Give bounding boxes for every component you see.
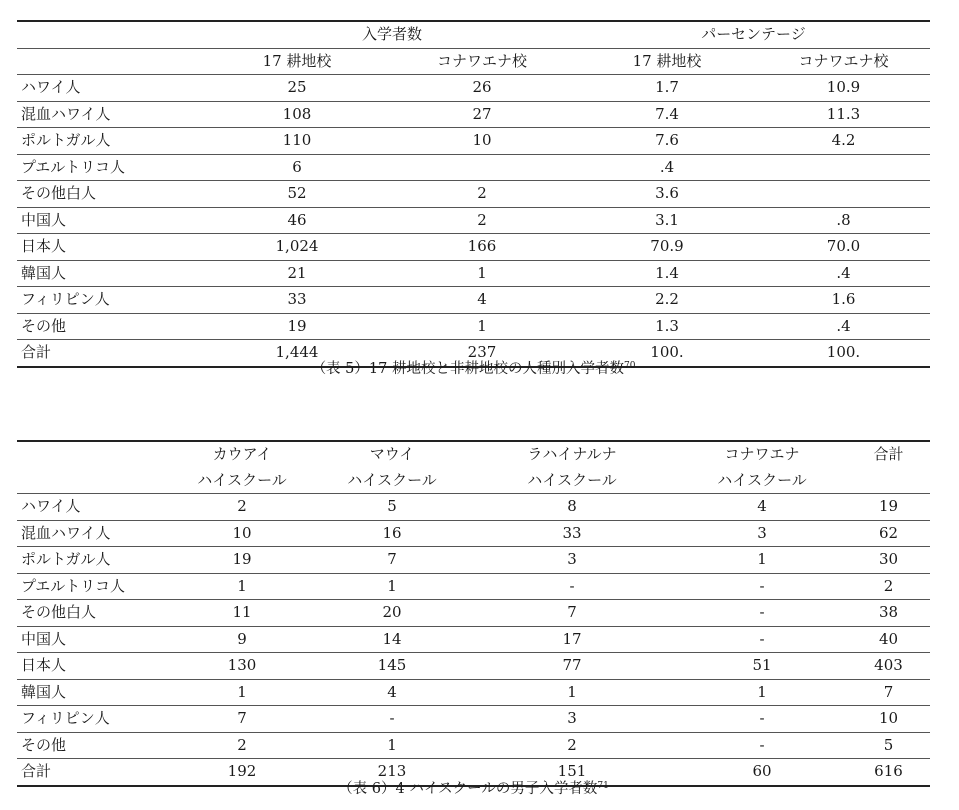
row-label: プエルトリコ人 — [17, 573, 167, 600]
cell: 20 — [317, 600, 467, 627]
cell: 40 — [847, 626, 930, 653]
footnote-ref: 70 — [623, 361, 636, 371]
cell: - — [467, 573, 677, 600]
cell: 1 — [387, 313, 577, 340]
cell: 4 — [317, 679, 467, 706]
table-6-header-row-2 — [17, 468, 930, 494]
cell: 6 — [207, 154, 387, 181]
cell: 4 — [387, 287, 577, 314]
cell: 7.6 — [577, 128, 757, 155]
table-row — [17, 732, 930, 759]
table-5-group-header-row — [17, 21, 930, 48]
row-label: その他白人 — [17, 600, 167, 627]
cell — [757, 154, 930, 181]
table-5-enrollment-by-race — [17, 20, 930, 368]
table-row — [17, 313, 930, 340]
cell: 7 — [847, 679, 930, 706]
cell: 1 — [467, 679, 677, 706]
row-label: その他白人 — [17, 181, 207, 208]
cell: 10 — [387, 128, 577, 155]
cell: 5 — [847, 732, 930, 759]
cell: 70.9 — [577, 234, 757, 261]
cell: 38 — [847, 600, 930, 627]
table-row — [17, 181, 930, 208]
cell: 1 — [387, 260, 577, 287]
cell: 7 — [317, 547, 467, 574]
row-label: フィリピン人 — [17, 706, 167, 733]
cell — [387, 154, 577, 181]
cell: 46 — [207, 207, 387, 234]
cell: 52 — [207, 181, 387, 208]
cell: 1,444 — [207, 340, 387, 367]
row-label: その他 — [17, 313, 207, 340]
row-label: 韓国人 — [17, 679, 167, 706]
cell: 2 — [387, 207, 577, 234]
cell: 14 — [317, 626, 467, 653]
cell: 1,024 — [207, 234, 387, 261]
table-row — [17, 547, 930, 574]
cell: 151 — [467, 759, 677, 786]
caption-text: （表 6）4 ハイスクールの男子入学者数 — [338, 781, 598, 797]
cell: 17 — [467, 626, 677, 653]
row-label: 日本人 — [17, 653, 167, 680]
table-6-high-school-enrollment — [17, 440, 930, 787]
row-label: ハワイ人 — [17, 494, 167, 521]
col-header-sub: ハイスクール — [197, 470, 287, 489]
col-header-sub: ハイスクール — [717, 470, 807, 489]
cell: 33 — [207, 287, 387, 314]
row-label: 合計 — [17, 759, 167, 786]
cell: 70.0 — [757, 234, 930, 261]
table-row — [17, 679, 930, 706]
row-label: フィリピン人 — [17, 287, 207, 314]
cell: 19 — [847, 494, 930, 521]
cell: 5 — [317, 494, 467, 521]
table-row — [17, 128, 930, 155]
cell: 2.2 — [577, 287, 757, 314]
caption-text: （表 5）17 耕地校と非耕地校の人種別入学者数 — [311, 361, 624, 377]
cell: 108 — [207, 101, 387, 128]
cell: 21 — [207, 260, 387, 287]
cell: - — [677, 706, 847, 733]
cell: 4.2 — [757, 128, 930, 155]
table-row — [17, 573, 930, 600]
row-label: ハワイ人 — [17, 75, 207, 102]
col-header: コナワエナ校 — [387, 48, 577, 75]
col-header: コナワエナ — [677, 441, 847, 468]
cell: 100. — [757, 340, 930, 367]
table-row — [17, 626, 930, 653]
cell: .8 — [757, 207, 930, 234]
cell: - — [677, 600, 847, 627]
cell: 2 — [467, 732, 677, 759]
table-row — [17, 653, 930, 680]
row-label: 中国人 — [17, 207, 207, 234]
row-label: 合計 — [17, 340, 207, 367]
table-row — [17, 287, 930, 314]
row-label: ポルトガル人 — [17, 128, 207, 155]
cell: 10.9 — [757, 75, 930, 102]
col-header: マウイ — [317, 441, 467, 468]
cell: 7 — [467, 600, 677, 627]
cell: 237 — [387, 340, 577, 367]
cell: 62 — [847, 520, 930, 547]
col-header: コナワエナ校 — [757, 48, 930, 75]
col-header: 17 耕地校 — [207, 48, 387, 75]
cell: 213 — [317, 759, 467, 786]
cell: 26 — [387, 75, 577, 102]
table-6-caption — [17, 777, 930, 798]
cell: 2 — [847, 573, 930, 600]
cell: - — [317, 706, 467, 733]
cell: 11 — [167, 600, 317, 627]
cell: 1 — [677, 679, 847, 706]
cell: 19 — [207, 313, 387, 340]
cell: .4 — [577, 154, 757, 181]
cell: 10 — [847, 706, 930, 733]
row-label: 日本人 — [17, 234, 207, 261]
col-header: カウアイ — [167, 441, 317, 468]
cell: 1 — [317, 732, 467, 759]
col-header: ラハイナルナ — [467, 441, 677, 468]
cell: 16 — [317, 520, 467, 547]
cell: 60 — [677, 759, 847, 786]
cell: 25 — [207, 75, 387, 102]
cell: 130 — [167, 653, 317, 680]
cell: 7.4 — [577, 101, 757, 128]
row-label: プエルトリコ人 — [17, 154, 207, 181]
cell: 3 — [467, 547, 677, 574]
row-label: 混血ハワイ人 — [17, 101, 207, 128]
table-5-column-header-row — [17, 48, 930, 75]
table-5-caption — [17, 357, 930, 378]
table-row — [17, 75, 930, 102]
table-row — [17, 494, 930, 521]
row-label: 混血ハワイ人 — [17, 520, 167, 547]
cell: 110 — [207, 128, 387, 155]
cell: - — [677, 732, 847, 759]
cell: 2 — [387, 181, 577, 208]
group-header-enrollment: 入学者数 — [207, 21, 577, 48]
table-row — [17, 706, 930, 733]
cell: 192 — [167, 759, 317, 786]
cell: 1 — [677, 547, 847, 574]
col-header-total: 合計 — [847, 441, 930, 468]
row-label: 中国人 — [17, 626, 167, 653]
cell: 1 — [317, 573, 467, 600]
table-row — [17, 260, 930, 287]
row-label: ポルトガル人 — [17, 547, 167, 574]
col-header-sub: ハイスクール — [347, 470, 437, 489]
cell: 2 — [167, 494, 317, 521]
footnote-ref: 71 — [597, 781, 609, 791]
table-row — [17, 101, 930, 128]
cell: 1.6 — [757, 287, 930, 314]
cell: 166 — [387, 234, 577, 261]
cell: 3.6 — [577, 181, 757, 208]
cell: 4 — [677, 494, 847, 521]
cell: 616 — [847, 759, 930, 786]
cell: 3.1 — [577, 207, 757, 234]
cell: .4 — [757, 313, 930, 340]
cell: 1 — [167, 573, 317, 600]
cell: 145 — [317, 653, 467, 680]
cell: 1.7 — [577, 75, 757, 102]
group-header-percentage: パーセンテージ — [577, 21, 930, 48]
table-row — [17, 520, 930, 547]
cell: 3 — [677, 520, 847, 547]
cell: 2 — [167, 732, 317, 759]
cell: 100. — [577, 340, 757, 367]
row-label: その他 — [17, 732, 167, 759]
cell: 9 — [167, 626, 317, 653]
cell: 10 — [167, 520, 317, 547]
table-row — [17, 600, 930, 627]
cell: 11.3 — [757, 101, 930, 128]
cell: 1.4 — [577, 260, 757, 287]
cell: 1.3 — [577, 313, 757, 340]
cell: .4 — [757, 260, 930, 287]
table-row — [17, 154, 930, 181]
cell: 19 — [167, 547, 317, 574]
cell: 30 — [847, 547, 930, 574]
row-label: 韓国人 — [17, 260, 207, 287]
cell: 33 — [467, 520, 677, 547]
col-header-sub: ハイスクール — [527, 470, 617, 489]
cell: 51 — [677, 653, 847, 680]
cell: 3 — [467, 706, 677, 733]
col-header: 17 耕地校 — [577, 48, 757, 75]
cell: 27 — [387, 101, 577, 128]
cell: 77 — [467, 653, 677, 680]
cell: 1 — [167, 679, 317, 706]
cell: 403 — [847, 653, 930, 680]
cell: 8 — [467, 494, 677, 521]
table-row — [17, 234, 930, 261]
cell: 7 — [167, 706, 317, 733]
table-row — [17, 207, 930, 234]
cell: - — [677, 573, 847, 600]
table-6-header-row-1 — [17, 441, 930, 468]
cell: - — [677, 626, 847, 653]
cell — [757, 181, 930, 208]
